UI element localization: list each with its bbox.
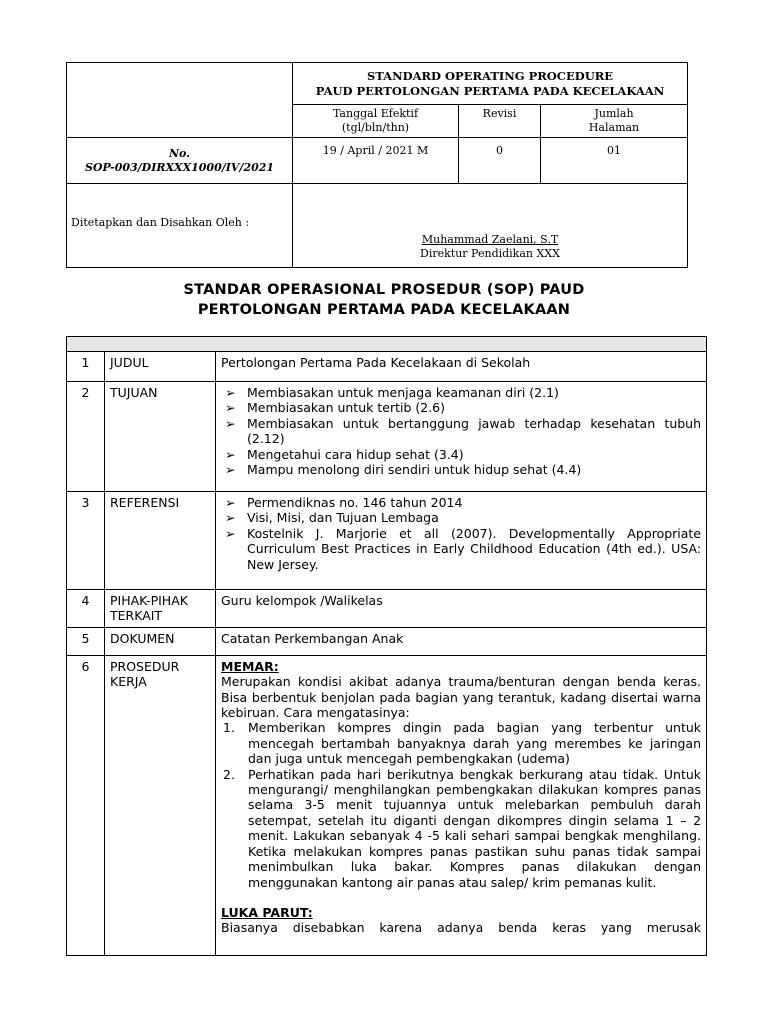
memar-steps bbox=[221, 720, 701, 889]
arrow-bullet-icon: ➢ bbox=[225, 446, 236, 462]
value-dokumen: Catatan Perkembangan Anak bbox=[216, 627, 707, 655]
value-judul: Pertolongan Pertama Pada Kecelakaan di Sekolah bbox=[216, 352, 707, 382]
row-tujuan: 2 TUJUAN ➢ Membiasakan untuk menjaga keamanan diri (2.1) ➢ Membiasakan untuk tertib (2.6) ➢ Membiasakan untuk bertanggung jawab terhadap kesehatan tubuh (2.12) ➢ Mengetahui cara hidup sehat (3.4) ➢ Mampu menolong diri sendiri untuk hidup sehat (4.4) bbox=[67, 382, 707, 492]
row-judul: 1 JUDUL Pertolongan Pertama Pada Kecelakaan di Sekolah bbox=[67, 352, 707, 382]
arrow-bullet-icon: ➢ bbox=[225, 525, 236, 541]
row-dokumen: 5 DOKUMEN Catatan Perkembangan Anak bbox=[67, 627, 707, 655]
sop-number-cell: No. SOP-003/DIRXXX1000/IV/2021 bbox=[67, 138, 293, 184]
row-prosedur: 6 PROSEDUR KERJA MEMAR: Merupakan kondisi akibat adanya trauma/benturan dengan benda keras. Bisa berbentuk benjolan pada bagian yang terantuk, kadang disertai warna kebiruan. Cara mengatasinya: 1. Memberikan kompres dingin pada bagian yang terbentur untuk mencegah bertambah banyaknya darah yang merembes ke jaringan dan juga untuk mencegah pembengkakan (udema) 2. Perhatikan pada hari berikutnya bengkak berkurang atau tidak. Untuk mengurangi/ menghilangkan pembengkakan dilakukan kompres panas selama 3-5 menit tujuannya untuk melebarkan pembuluh darah setempat, setelah itu diganti dengan dikompres dingin selama 1 – 2 menit. Lakukan sebanyak 4 -5 kali sehari sampai bengkak menghilang. Ketika melakukan kompres panas pastikan suhu panas tidak sampai menimbulkan luka bakar. Kompres panas dilakukan dengan menggunakan kantong air panas atau salep/ krim pemanas kulit. LUKA PARUT: Biasanya disebabkan karena adanya benda keras yang merusak bbox=[67, 655, 707, 955]
label-pihak: PIHAK-PIHAK TERKAIT bbox=[105, 590, 216, 628]
luka-parut-intro: Biasanya disebabkan karena adanya benda keras yang merusak bbox=[221, 920, 702, 936]
main-title-line1: STANDAR OPERASIONAL PROSEDUR (SOP) PAUD bbox=[183, 282, 585, 298]
sop-number: SOP-003/DIRXXX1000/IV/2021 bbox=[84, 160, 275, 174]
arrow-bullet-icon: ➢ bbox=[225, 385, 236, 400]
list-item: ➢ Permendiknas no. 146 tahun 2014 bbox=[225, 495, 463, 510]
signer-name: Muhammad Zaelani, S.T bbox=[421, 233, 559, 246]
list-item: 1. Memberikan kompres dingin pada bagian yang terbentur untuk mencegah bertambah banyaknya darah yang merembes ke jaringan dan juga untuk mencegah pembengkakan (udema) bbox=[223, 720, 702, 767]
arrow-bullet-icon: ➢ bbox=[225, 495, 236, 510]
list-item: ➢ Mampu menolong diri sendiri untuk hidup sehat (4.4) bbox=[225, 462, 582, 478]
label-referensi: REFERENSI bbox=[105, 492, 216, 590]
label-prosedur: PROSEDUR KERJA bbox=[105, 655, 216, 955]
revisi-value: 0 bbox=[459, 138, 541, 184]
arrow-bullet-icon: ➢ bbox=[225, 400, 236, 416]
label-tujuan: TUJUAN bbox=[105, 382, 216, 492]
referensi-list bbox=[221, 495, 701, 572]
list-item: ➢ Membiasakan untuk menjaga keamanan diri (2.1) bbox=[225, 385, 559, 400]
arrow-bullet-icon: ➢ bbox=[225, 510, 236, 526]
sop-header-table bbox=[66, 62, 688, 268]
arrow-bullet-icon: ➢ bbox=[225, 415, 236, 431]
sop-header-title bbox=[293, 63, 688, 105]
tanggal-value: 19 / April / 2021 M bbox=[293, 138, 459, 184]
memar-intro: Merupakan kondisi akibat adanya trauma/benturan dengan benda keras. Bisa berbentuk benjolan pada bagian yang terantuk, kadang disertai warna kebiruan. Cara mengatasinya: bbox=[221, 674, 702, 721]
ditetapkan-label: Ditetapkan dan Disahkan Oleh : bbox=[67, 184, 293, 268]
main-title-line2: PERTOLONGAN PERTAMA PADA KECELAKAAN bbox=[197, 302, 571, 318]
jumlah-col-header: Jumlah Halaman bbox=[541, 105, 688, 138]
logo-area bbox=[67, 63, 293, 138]
value-pihak: Guru kelompok /Walikelas bbox=[216, 590, 707, 628]
list-item: ➢ Visi, Misi, dan Tujuan Lembaga bbox=[225, 510, 439, 526]
list-item: ➢ Kostelnik J. Marjorie et all (2007). Developmentally Appropriate Curriculum Best Practices in Early Childhood Education (4th ed.). USA: New Jersey. bbox=[225, 525, 702, 572]
revisi-col-header: Revisi bbox=[459, 105, 541, 138]
tanggal-col-header: Tanggal Efektif (tgl/bln/thn) bbox=[293, 105, 459, 138]
sop-content-table bbox=[66, 336, 707, 956]
memar-heading: MEMAR: bbox=[221, 658, 279, 674]
row-referensi: 3 REFERENSI ➢ Permendiknas no. 146 tahun 2014 ➢ Visi, Misi, dan Tujuan Lembaga ➢ Kostelnik J. Marjorie et all (2007). Developmentally Appropriate Curriculum Best Practices in Early Childhood Education (4th ed.). USA: New Jersey. bbox=[67, 492, 707, 590]
row-pihak: 4 PIHAK-PIHAK TERKAIT Guru kelompok /Walikelas bbox=[67, 590, 707, 628]
document-main-title bbox=[66, 280, 702, 320]
luka-parut-heading: LUKA PARUT: bbox=[221, 904, 313, 920]
arrow-bullet-icon: ➢ bbox=[225, 462, 236, 478]
signer-title: Direktur Pendidikan XXX bbox=[420, 247, 560, 260]
tujuan-list bbox=[221, 385, 701, 477]
label-judul: JUDUL bbox=[105, 352, 216, 382]
list-item: 2. Perhatikan pada hari berikutnya bengkak berkurang atau tidak. Untuk mengurangi/ menghilangkan pembengkakan dilakukan kompres panas selama 3-5 menit tujuannya untuk melebarkan pembuluh darah setempat, setelah itu diganti dengan dikompres dingin selama 1 – 2 menit. Lakukan sebanyak 4 -5 kali sehari sampai bengkak menghilang. Ketika melakukan kompres panas pastikan suhu panas tidak sampai menimbulkan luka bakar. Kompres panas dilakukan dengan menggunakan kantong air panas atau salep/ krim pemanas kulit. bbox=[223, 766, 702, 890]
list-item: ➢ Mengetahui cara hidup sehat (3.4) bbox=[225, 446, 464, 462]
signer-block bbox=[293, 184, 688, 268]
jumlah-value: 01 bbox=[541, 138, 688, 184]
table-header-bar bbox=[67, 337, 707, 352]
list-item: ➢ Membiasakan untuk bertanggung jawab terhadap kesehatan tubuh (2.12) bbox=[225, 415, 702, 447]
label-dokumen: DOKUMEN bbox=[105, 627, 216, 655]
list-item: ➢ Membiasakan untuk tertib (2.6) bbox=[225, 400, 445, 416]
header-title-line2: PAUD PERTOLONGAN PERTAMA PADA KECELAKAAN bbox=[315, 83, 665, 98]
header-title-line1: STANDARD OPERATING PROCEDURE bbox=[366, 68, 614, 83]
